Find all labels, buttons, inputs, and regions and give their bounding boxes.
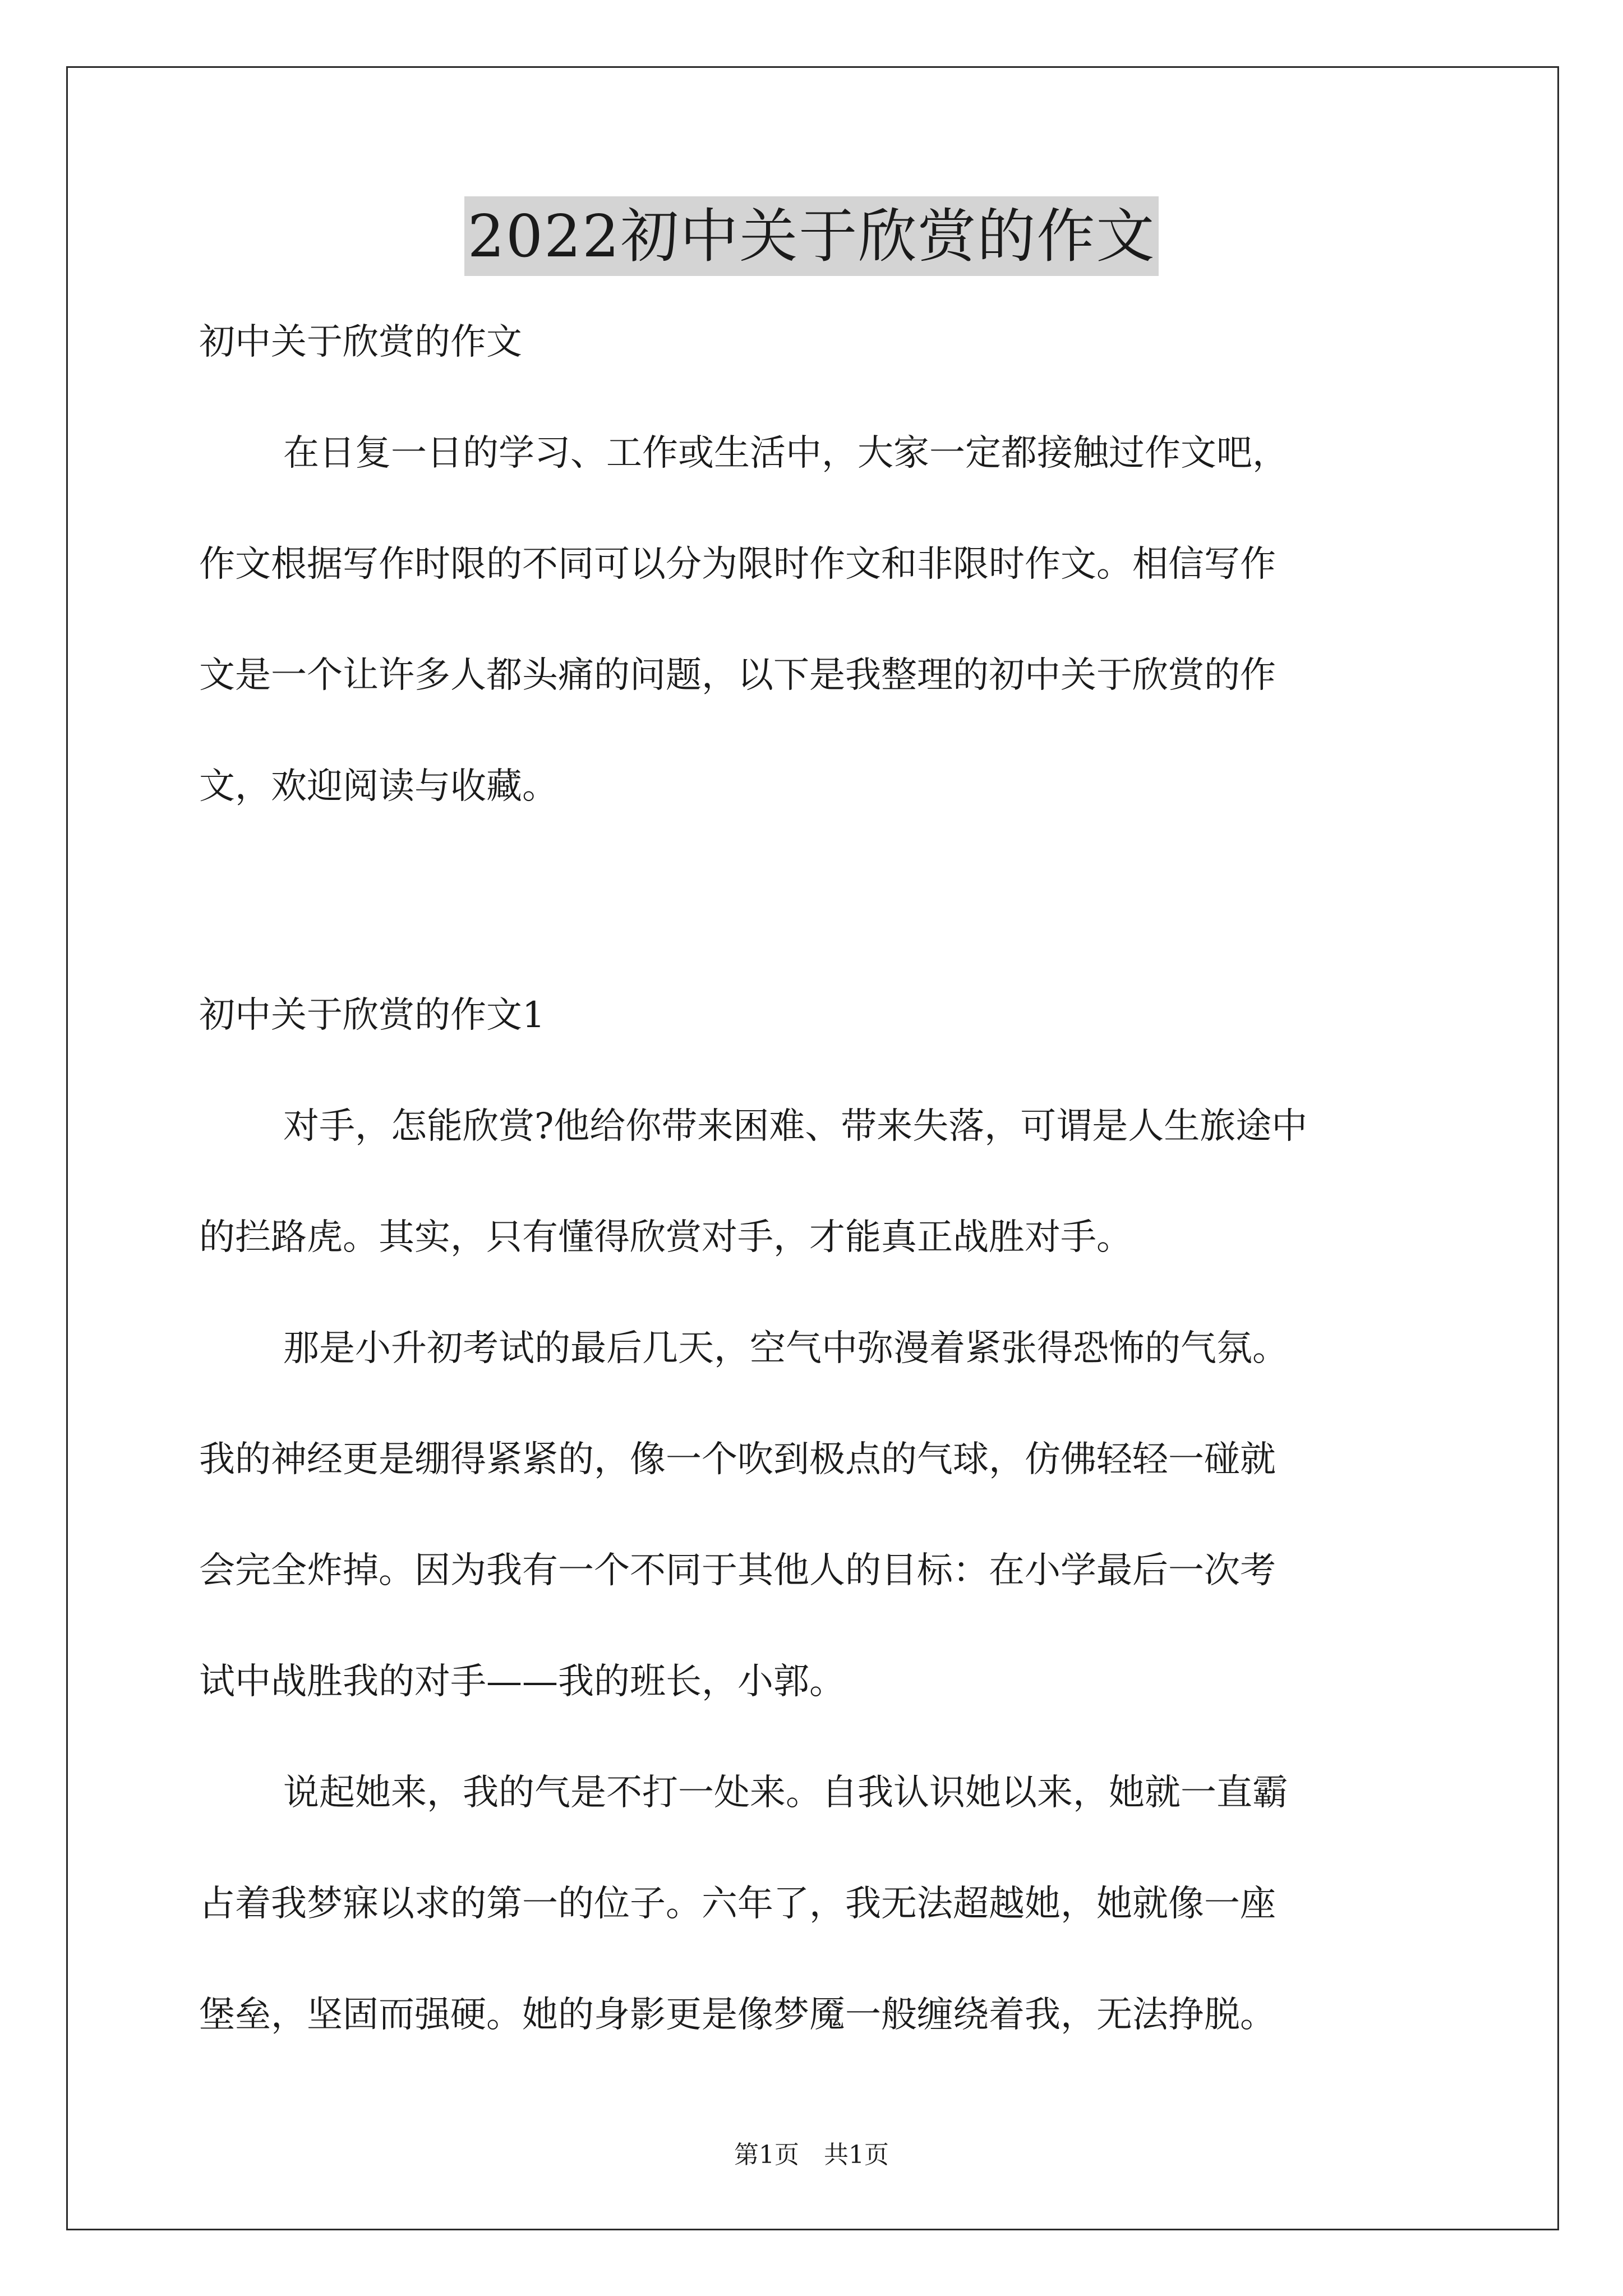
- body-line: 我的神经更是绷得紧紧的，像一个吹到极点的气球，仿佛轻轻一碰就: [199, 1439, 1276, 1480]
- body-line: 说起她来，我的气是不打一处来。自我认识她以来，她就一直霸: [283, 1772, 1288, 1814]
- document-title: 2022初中关于欣赏的作文: [464, 196, 1159, 276]
- intro-line: 在日复一日的学习、工作或生活中，大家一定都接触过作文吧，: [283, 432, 1288, 474]
- title-container: [0, 196, 1623, 276]
- body-line: 会完全炸掉。因为我有一个不同于其他人的目标：在小学最后一次考: [199, 1550, 1276, 1591]
- body-line: 占着我梦寐以求的第一的位子。六年了，我无法超越她，她就像一座: [199, 1883, 1276, 1925]
- body-line: 试中战胜我的对手——我的班长，小郭。: [199, 1661, 845, 1703]
- document-body: [199, 314, 1433, 869]
- body-line: 对手，怎能欣赏?他给你带来困难、带来失落，可谓是人生旅途中: [283, 1106, 1308, 1147]
- intro-line: 文是一个让许多人都头痛的问题，以下是我整理的初中关于欣赏的作: [199, 655, 1276, 696]
- document-subtitle: 初中关于欣赏的作文: [199, 321, 522, 363]
- intro-line: 文，欢迎阅读与收藏。: [199, 766, 558, 807]
- body-line: 堡垒，坚固而强硬。她的身影更是像梦魇一般缠绕着我，无法挣脱。: [199, 1994, 1276, 2036]
- page-number: 第1页 共1页: [734, 2141, 889, 2169]
- body-line: 的拦路虎。其实，只有懂得欣赏对手，才能真正战胜对手。: [199, 1217, 1132, 1258]
- body-line: 那是小升初考试的最后几天，空气中弥漫着紧张得恐怖的气氛。: [283, 1328, 1288, 1369]
- intro-line: 作文根据写作时限的不同可以分为限时作文和非限时作文。相信写作: [199, 544, 1276, 585]
- section-1: [199, 987, 1433, 2098]
- section-heading: 初中关于欣赏的作文1: [199, 995, 545, 1036]
